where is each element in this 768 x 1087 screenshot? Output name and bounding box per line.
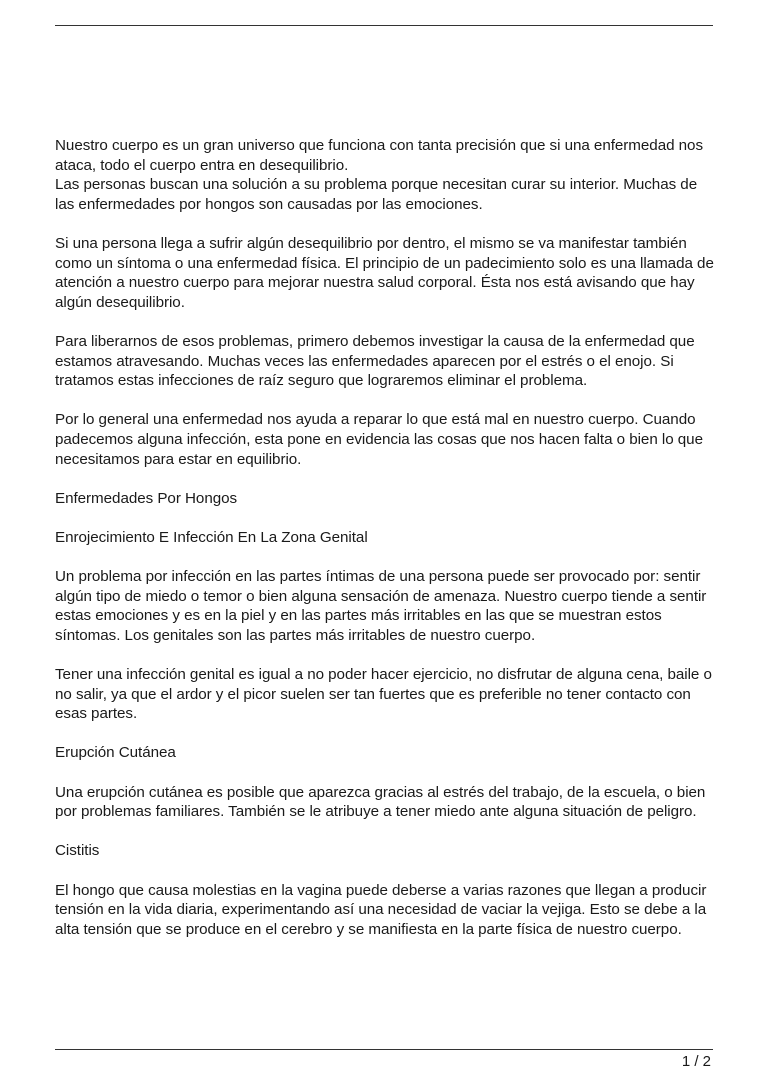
paragraph-gap — [55, 391, 720, 411]
paragraph-gap — [55, 469, 720, 489]
paragraph-liberate: Para liberarnos de esos problemas, primero debemos investigar la causa de la enfermedad que estamos atravesando. Muchas veces las enfermedades aparecen por el estrés o el enojo. Si tratamos estas infecciones de raíz seguro que lograremos eliminar el problema. — [55, 332, 695, 390]
paragraph-gap — [55, 508, 720, 528]
paragraph-infection: Un problema por infección en las partes íntimas de una persona puede ser provocado por: sentir algún tipo de miedo o temor o bien alguna sensación de amenaza. Nuestro cuerpo tiende a sentir estas emociones y es en la piel y en las partes más irritables en las que se muestran estos síntomas. Los genitales son las partes más irritables de nuestro cuerpo. — [55, 568, 707, 644]
paragraph-gap — [55, 312, 720, 332]
footer-rule — [55, 1049, 713, 1050]
paragraph-general: Por lo general una enfermedad nos ayuda a reparar lo que está mal en nuestro cuerpo. Cuando padecemos alguna infección, esta pone en evidencia las cosas que nos hacen falta o bien lo que necesitamos para estar en equilibrio. — [55, 411, 703, 468]
paragraph-gap — [55, 547, 720, 567]
paragraph-gap — [55, 822, 720, 842]
paragraph-cistitis: El hongo que causa molestias en la vagina puede deberse a varias razones que llegan a producir tensión en la vida diaria, experimentando así una necesidad de vaciar la vejiga. Esto se debe a la alta tensión que se produce en el cerebro y se manifiesta en la parte física de nuestro cuerpo. — [55, 881, 707, 938]
section-heading-genital: Enrojecimiento E Infección En La Zona Genital — [55, 528, 368, 546]
paragraph-erupcion: Una erupción cutánea es posible que aparezca gracias al estrés del trabajo, de la escuela, o bien por problemas familiares. También se le atribuye a tener miedo ante alguna situación de peligro. — [55, 783, 706, 821]
paragraph-gap — [55, 861, 720, 881]
paragraph-imbalance: Si una persona llega a sufrir algún desequilibrio por dentro, el mismo se va manifestar también como un síntoma o una enfermedad física. El principio de un padecimiento solo es una llamada de atención a nuestro cuerpo para mejorar nuestra salud corporal. Ésta nos está avisando que hay algún desequilibrio. — [55, 234, 714, 311]
section-heading-erupcion: Erupción Cutánea — [55, 744, 176, 762]
document-body — [55, 136, 720, 939]
page-number: 1 / 2 — [681, 1053, 711, 1070]
paragraph-genital-infection: Tener una infección genital es igual a no poder hacer ejercicio, no disfrutar de alguna cena, baile o no salir, ya que el ardor y el picor suelen ser tan fuertes que es preferible no tener contacto con esas partes. — [55, 666, 712, 723]
section-heading-cistitis: Cistitis — [55, 842, 100, 860]
paragraph-gap — [55, 214, 720, 234]
paragraph-gap — [55, 724, 720, 744]
paragraph-intro: Nuestro cuerpo es un gran universo que funciona con tanta precisión que si una enfermedad nos ataca, todo el cuerpo entra en desequilibrio. — [55, 137, 703, 174]
paragraph-solution: Las personas buscan una solución a su problema porque necesitan curar su interior. Muchas de las enfermedades por hongos son causadas por las emociones. — [55, 176, 698, 213]
section-heading-hongos: Enfermedades Por Hongos — [55, 489, 238, 507]
paragraph-gap — [55, 763, 720, 783]
paragraph-gap — [55, 645, 720, 665]
header-rule — [55, 25, 713, 26]
